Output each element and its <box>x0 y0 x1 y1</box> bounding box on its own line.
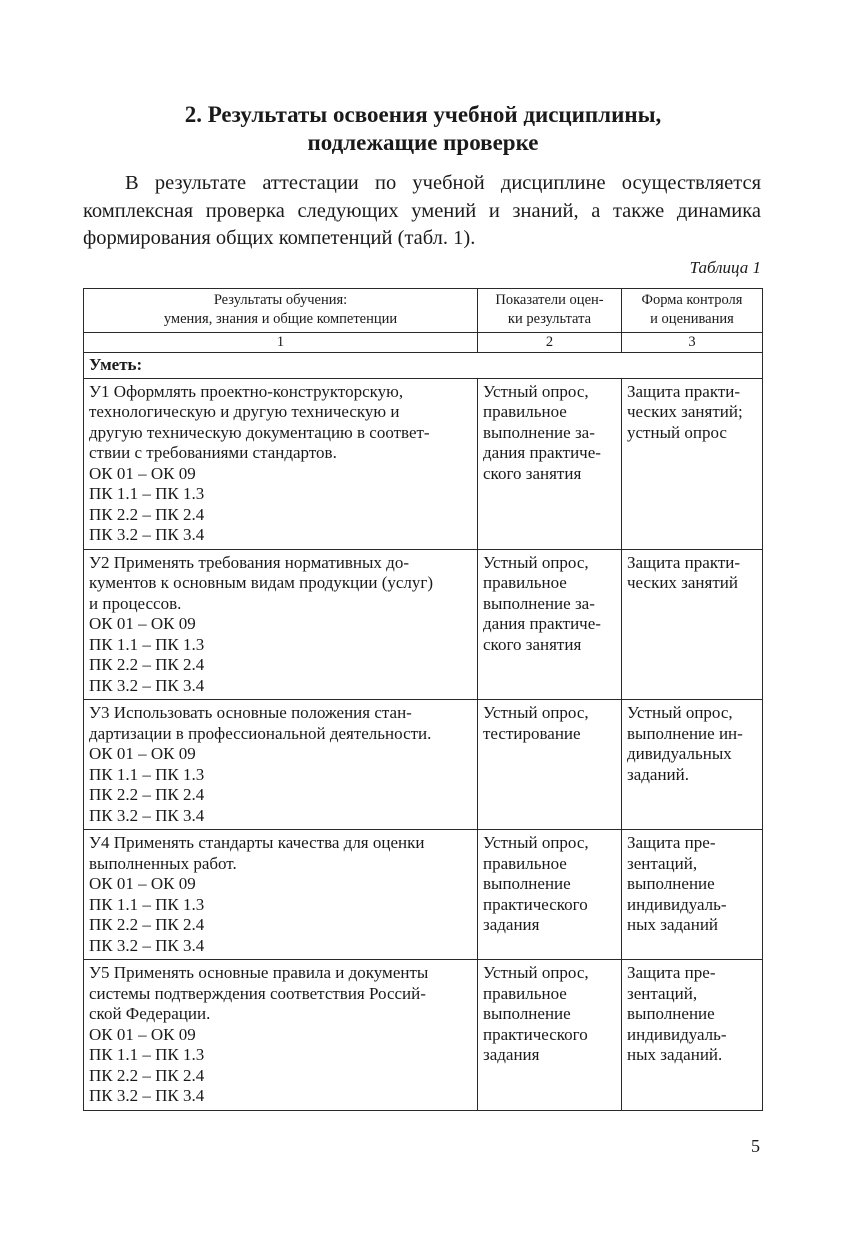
cell-line: зентаций, <box>627 853 698 873</box>
cell-line: Устный опрос, <box>483 552 589 572</box>
cell-line: кументов к основным видам продукции (услуг) <box>89 573 434 592</box>
cell-line: ПК 1.1 – ПК 1.3 <box>89 634 205 654</box>
cell-line: ОК 01 – ОК 09 <box>89 614 196 633</box>
table-cell-result <box>84 960 478 1111</box>
cell-line: Защита практи- <box>627 381 741 401</box>
cell-line: выполнение <box>483 874 571 893</box>
cell-line: тестирование <box>483 723 581 743</box>
table-cell-result <box>84 378 478 549</box>
table-cell-control <box>622 378 763 549</box>
header-line: Показатели оцен- <box>495 292 604 308</box>
cell-line: технологическую и другую техническую и <box>89 402 400 421</box>
cell-line: другую техническую документацию в соответ- <box>89 422 430 442</box>
table-cell-indicators <box>478 960 622 1111</box>
section-heading-line: подлежащие проверке <box>307 130 539 155</box>
cell-line: Устный опрос, <box>483 833 589 852</box>
cell-line: ПК 3.2 – ПК 3.4 <box>89 675 205 695</box>
header-line: Результаты обучения: <box>213 292 348 308</box>
cell-line: выполнение за- <box>483 593 595 613</box>
table-header-cell <box>622 289 763 333</box>
cell-line: Защита пре- <box>627 833 716 852</box>
column-number-cell: 2 <box>478 333 622 353</box>
cell-line: Устный опрос, <box>627 703 733 722</box>
table-row <box>84 830 763 960</box>
cell-line: Защита пре- <box>627 963 716 982</box>
cell-line: ных заданий <box>627 915 719 934</box>
table-row <box>84 378 763 549</box>
cell-line: ПК 1.1 – ПК 1.3 <box>89 894 205 914</box>
cell-line: выполнение ин- <box>627 723 743 743</box>
cell-line: индивидуаль- <box>627 894 727 914</box>
cell-line: практического <box>483 1024 588 1044</box>
cell-line: ствии с требованиями стандартов. <box>89 443 337 462</box>
cell-line: ПК 3.2 – ПК 3.4 <box>89 935 205 955</box>
table-cell-control <box>622 830 763 960</box>
cell-line: ОК 01 – ОК 09 <box>89 463 196 483</box>
table-row <box>84 960 763 1111</box>
cell-line: ПК 3.2 – ПК 3.4 <box>89 1086 205 1105</box>
cell-line: задания <box>483 1045 540 1064</box>
cell-line: ского занятия <box>483 634 582 654</box>
column-number-cell: 1 <box>84 333 478 353</box>
cell-line: ПК 2.2 – ПК 2.4 <box>89 915 205 934</box>
table-cell-indicators <box>478 830 622 960</box>
cell-line: ского занятия <box>483 463 582 483</box>
table-header-row <box>84 289 763 333</box>
table-cell-indicators <box>478 378 622 549</box>
cell-line: У2 Применять требования нормативных до- <box>89 552 409 572</box>
cell-line: ческих занятий <box>627 573 738 592</box>
cell-line: ОК 01 – ОК 09 <box>89 1024 196 1044</box>
table-cell-control <box>622 960 763 1111</box>
table-header-cell <box>478 289 622 333</box>
cell-line: Защита практи- <box>627 552 741 572</box>
cell-line: ОК 01 – ОК 09 <box>89 874 196 893</box>
cell-line: дартизации в профессиональной деятельности. <box>89 723 432 743</box>
cell-line: дания практиче- <box>483 443 601 462</box>
column-number-cell: 3 <box>622 333 763 353</box>
cell-line: системы подтверждения соответствия Россий- <box>89 983 426 1003</box>
cell-line: ных заданий. <box>627 1045 723 1064</box>
cell-line: Устный опрос, <box>483 703 589 722</box>
cell-line: заданий. <box>627 764 689 784</box>
cell-line: ПК 1.1 – ПК 1.3 <box>89 1045 205 1064</box>
cell-line: выполнение <box>483 1004 571 1023</box>
table-row <box>84 549 763 700</box>
section-label: Уметь: <box>84 353 763 379</box>
cell-line: ПК 1.1 – ПК 1.3 <box>89 484 205 503</box>
cell-line: ПК 1.1 – ПК 1.3 <box>89 764 205 784</box>
table-cell-result <box>84 549 478 700</box>
page-number: 5 <box>751 1136 760 1156</box>
table-cell-control <box>622 549 763 700</box>
cell-line: и процессов. <box>89 593 182 613</box>
cell-line: выполнение <box>627 874 715 893</box>
cell-line: ПК 2.2 – ПК 2.4 <box>89 1065 205 1085</box>
cell-line: ПК 3.2 – ПК 3.4 <box>89 805 205 825</box>
cell-line: выполнение <box>627 1004 715 1023</box>
section-heading <box>83 101 763 157</box>
table-cell-indicators <box>478 700 622 830</box>
cell-line: ПК 2.2 – ПК 2.4 <box>89 655 205 674</box>
cell-line: практического <box>483 894 588 914</box>
cell-line: У3 Использовать основные положения стан- <box>89 703 412 722</box>
section-row <box>84 353 763 379</box>
cell-line: правильное <box>483 402 567 421</box>
cell-line: выполненных работ. <box>89 853 237 873</box>
cell-line: ПК 2.2 – ПК 2.4 <box>89 785 205 804</box>
table-cell-result <box>84 830 478 960</box>
cell-line: задания <box>483 915 540 934</box>
cell-line: У4 Применять стандарты качества для оценки <box>89 833 425 852</box>
cell-line: индивидуаль- <box>627 1024 727 1044</box>
cell-line: правильное <box>483 573 567 592</box>
cell-line: дивидуальных <box>627 744 732 763</box>
table-row <box>84 700 763 830</box>
intro-paragraph: В результате аттестации по учебной дисциплине осуществляется комплексная проверка следующих умений и знаний, а также динамика формирования общих компетенций (табл. 1). <box>83 172 761 249</box>
cell-line: ческих занятий; <box>627 402 743 421</box>
cell-line: дания практиче- <box>483 614 601 633</box>
column-number-row <box>84 333 763 353</box>
cell-line: Устный опрос, <box>483 381 589 401</box>
table-header-cell <box>84 289 478 333</box>
cell-line: правильное <box>483 983 567 1003</box>
header-line: ки результата <box>507 311 592 327</box>
table-caption: Таблица 1 <box>689 258 761 277</box>
cell-line: выполнение за- <box>483 422 595 442</box>
cell-line: зентаций, <box>627 983 698 1003</box>
section-heading-line: 2. Результаты освоения учебной дисциплины, <box>184 102 662 127</box>
header-line: умения, знания и общие компетенции <box>163 311 398 327</box>
header-line: Форма контроля <box>641 292 743 308</box>
cell-line: правильное <box>483 853 567 873</box>
table-cell-control <box>622 700 763 830</box>
cell-line: Устный опрос, <box>483 963 589 982</box>
cell-line: ПК 3.2 – ПК 3.4 <box>89 525 205 544</box>
cell-line: устный опрос <box>627 422 727 442</box>
cell-line: ской Федерации. <box>89 1004 211 1023</box>
cell-line: ОК 01 – ОК 09 <box>89 744 196 763</box>
table-cell-result <box>84 700 478 830</box>
results-table <box>83 288 763 1111</box>
cell-line: У1 Оформлять проектно-конструкторскую, <box>89 381 404 401</box>
cell-line: ПК 2.2 – ПК 2.4 <box>89 504 205 524</box>
cell-line: У5 Применять основные правила и документы <box>89 963 429 982</box>
header-line: и оценивания <box>650 311 734 327</box>
table-cell-indicators <box>478 549 622 700</box>
